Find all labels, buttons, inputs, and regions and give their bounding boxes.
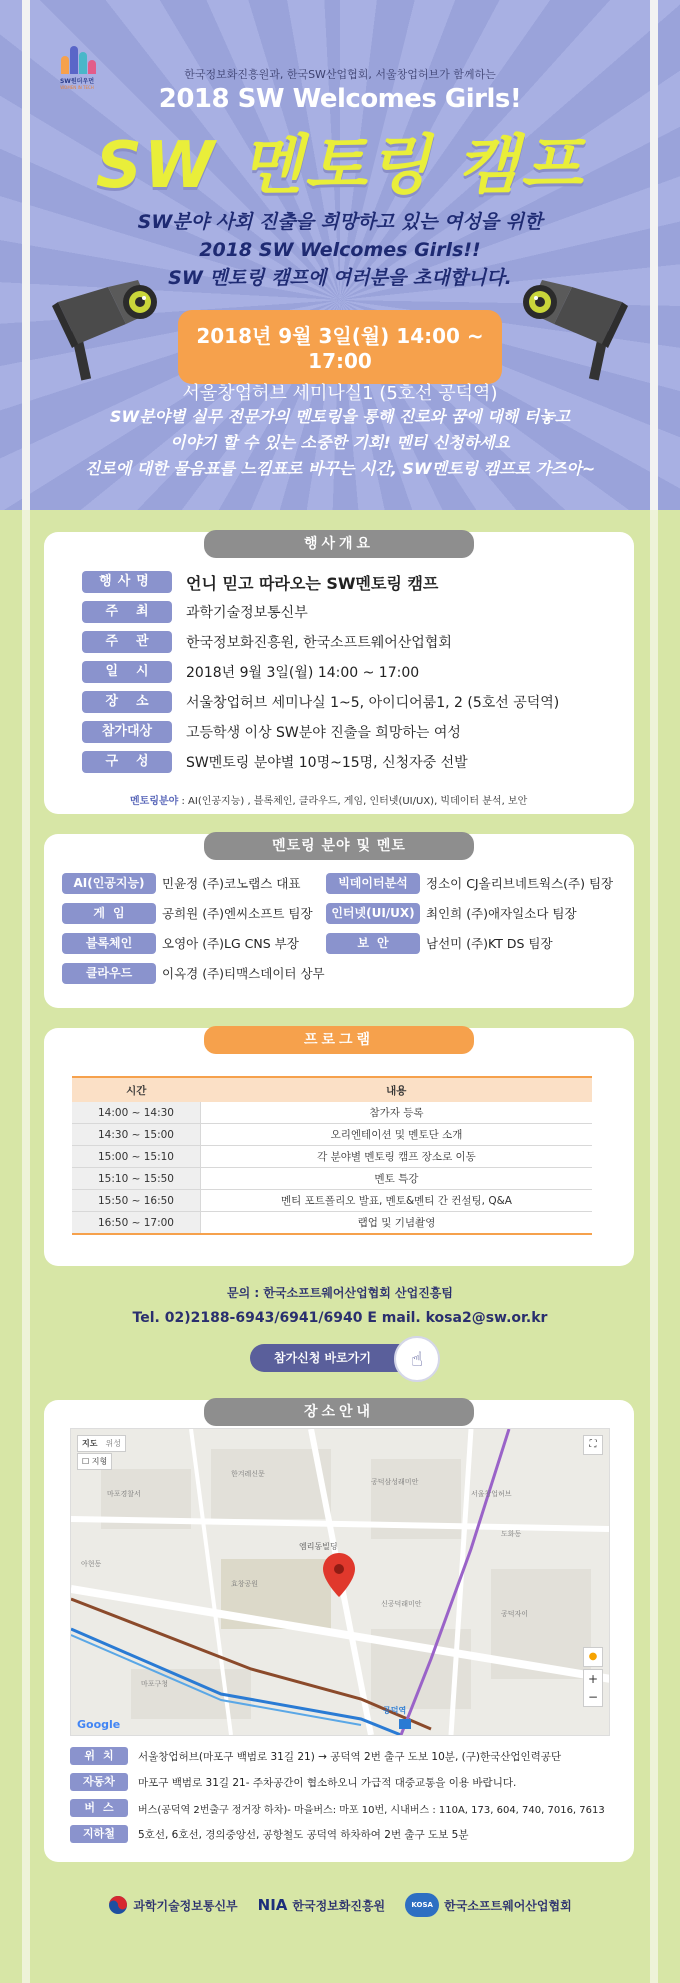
mentor-row: [62, 962, 325, 984]
frame-left-lower: [22, 510, 30, 1983]
mentor-name: 정소이 CJ올리브네트웍스(주) 팀장: [426, 876, 614, 891]
frame-right-lower: [650, 510, 658, 1983]
mentor-name: 공희원 (주)엔씨소프트 팀장: [162, 906, 313, 921]
overview-value: 서울창업허브 세미나실 1~5, 아이디어룸1, 2 (5호선 공덕역): [186, 695, 560, 711]
fullscreen-icon[interactable]: ⛶: [583, 1435, 603, 1455]
overview-row: [82, 630, 452, 654]
program-card: [44, 1028, 634, 1266]
movie-camera-left-icon: [48, 262, 168, 382]
mentor-row: [62, 902, 313, 924]
map-type-toggle[interactable]: [77, 1435, 126, 1452]
mentor-field-label: AI(인공지능): [62, 873, 156, 894]
location-value: 5호선, 6호선, 경의중앙선, 공항철도 공덕역 하차하여 2번 출구 도보 5분: [138, 1828, 469, 1841]
map-place-label: 공덕삼성래미안: [371, 1478, 419, 1486]
location-map[interactable]: [70, 1428, 610, 1736]
program-row: [72, 1212, 592, 1235]
program-row: [72, 1124, 592, 1146]
location-label: 지하철: [70, 1825, 128, 1843]
hero-title: 2018 SW Welcomes Girls!: [158, 84, 522, 114]
location-card: [44, 1400, 634, 1862]
program-content: 멘토 특강: [201, 1168, 593, 1190]
location-row: [70, 1798, 605, 1818]
event-date: 2018년 9월 3일(월) 14:00 ~ 17:00: [196, 324, 484, 373]
location-heading: 장소안내: [204, 1398, 474, 1426]
location-row: [70, 1824, 469, 1844]
map-terrain-checkbox[interactable]: [77, 1453, 112, 1470]
map-place-label: 효창공원: [231, 1580, 259, 1588]
mentor-name: 남선미 (주)KT DS 팀장: [426, 936, 553, 951]
mentor-row: [62, 932, 299, 954]
mentoring-field-note: [130, 792, 527, 807]
map-place-label: 아현동: [81, 1560, 102, 1568]
mentors-card: [44, 834, 634, 1008]
contact-org: 문의 : 한국소프트웨어산업협회 산업진흥팀: [227, 1286, 453, 1300]
mentor-row: [326, 902, 577, 924]
sponsor-kosa: [405, 1893, 572, 1917]
overview-label: 장소: [82, 691, 172, 713]
map-place-label: 도화동: [501, 1530, 522, 1538]
mentor-field-label: 클라우드: [62, 963, 156, 984]
mentor-name: 민윤정 (주)코노랩스 대표: [162, 876, 301, 891]
overview-row: [82, 750, 468, 774]
location-label: 버스: [70, 1799, 128, 1817]
desc-line: 진로에 대한 물음표를 느낌표로 바꾸는 시간, SW멘토링 캠프로 가즈아~: [84, 459, 596, 478]
map-terrain-label: 지형: [91, 1457, 108, 1466]
mentor-name: 오영아 (주)LG CNS 부장: [162, 936, 299, 951]
mentoring-field-value: : AI(인공지능) , 블록체인, 클라우드, 게임, 인터넷(UI/UX), 빅데이터 분석, 보안: [178, 796, 528, 807]
nia-logo-mark: NIA: [257, 1896, 288, 1914]
overview-heading: 행사개요: [204, 530, 474, 558]
overview-value: 과학기술정보통신부: [186, 605, 308, 621]
overview-row: [82, 720, 461, 744]
mentor-name: 이옥경 (주)티맥스데이터 상무: [162, 966, 325, 981]
overview-row: [82, 570, 438, 594]
program-content: 멘티 포트폴리오 발표, 멘토&멘티 간 컨설팅, Q&A: [201, 1190, 593, 1212]
overview-value: 고등학생 이상 SW분야 진출을 희망하는 여성: [186, 725, 461, 741]
apply-button-label: 참가신청 바로가기: [274, 1351, 371, 1365]
overview-label: 일시: [82, 661, 172, 683]
zoom-in-icon[interactable]: +: [587, 1672, 599, 1686]
program-time: 15:50 ~ 16:50: [72, 1190, 201, 1212]
map-type-map[interactable]: 지도: [82, 1439, 98, 1448]
location-value: 서울창업허브(마포구 백범로 31길 21) → 공덕역 2번 출구 도보 10분, (구)한국산업인력공단: [138, 1750, 562, 1763]
location-row: [70, 1772, 516, 1792]
program-row: [72, 1190, 592, 1212]
mentor-field-label: 빅데이터분석: [326, 873, 420, 894]
contact-phone-email: Tel. 02)2188-6943/6941/6940 E mail. kosa2@sw.or.kr: [132, 1310, 548, 1326]
program-content: 오리엔테이션 및 멘토단 소개: [201, 1124, 593, 1146]
hero-main-title: SW 멘토링 캠프: [95, 129, 585, 203]
zoom-out-icon[interactable]: −: [587, 1690, 599, 1704]
location-value: 버스(공덕역 2번출구 정거장 하차)- 마을버스: 마포 10번, 시내버스 : 110A, 173, 604, 740, 7016, 7613: [138, 1804, 605, 1816]
map-station-label: 공덕역: [383, 1706, 407, 1715]
map-place-label: 서울창업허브: [471, 1490, 512, 1498]
checkbox-icon: ☐: [82, 1457, 90, 1466]
map-type-satellite[interactable]: 위성: [105, 1439, 121, 1448]
location-row: [70, 1746, 561, 1766]
map-venue-label: 엠리동빌딩: [299, 1542, 338, 1551]
program-row: [72, 1168, 592, 1190]
location-label: 자동차: [70, 1773, 128, 1791]
program-time: 15:00 ~ 15:10: [72, 1146, 201, 1168]
location-value: 마포구 백범로 31길 21- 주차공간이 협소하오니 가급적 대중교통을 이용 바랍니다.: [138, 1776, 517, 1789]
logo-text: SW원더우먼: [59, 78, 95, 85]
overview-row: [82, 600, 308, 624]
program-row: [72, 1146, 592, 1168]
overview-row: [82, 660, 419, 684]
program-content: 참가자 등록: [201, 1102, 593, 1124]
overview-label: 주최: [82, 601, 172, 623]
pointer-hand-icon: ☝: [394, 1336, 440, 1382]
logo-subtext: WOMEN IN TECH: [60, 85, 94, 90]
overview-label: 구성: [82, 751, 172, 773]
invite-line: SW 멘토링 캠프에 여러분을 초대합니다.: [168, 267, 512, 289]
sponsor-msit-name: 과학기술정보통신부: [133, 1898, 238, 1913]
map-place-label: 공덕자이: [501, 1610, 529, 1618]
mentor-row: [62, 872, 300, 894]
program-content: 랩업 및 기념촬영: [201, 1212, 593, 1235]
mentor-field-label: 블록체인: [62, 933, 156, 954]
map-place-label: 마포경찰서: [107, 1490, 141, 1498]
overview-row: [82, 690, 559, 714]
overview-label: 참가대상: [82, 721, 172, 743]
overview-value: 언니 믿고 따라오는 SW멘토링 캠프: [186, 573, 439, 593]
program-header-row: [72, 1077, 592, 1102]
overview-card: [44, 532, 634, 814]
program-content: 각 분야별 멘토링 캠프 장소로 이동: [201, 1146, 593, 1168]
sponsor-footer: [0, 1890, 680, 1920]
map-place-label: 신공덕래미안: [381, 1600, 422, 1608]
taegeuk-icon: [108, 1895, 128, 1915]
apply-button[interactable]: [250, 1344, 436, 1372]
movie-camera-right-icon: [512, 262, 632, 382]
contact-info: [0, 1284, 680, 1326]
mentor-name: 최인희 (주)애자일소다 팀장: [426, 906, 577, 921]
program-time: 14:00 ~ 14:30: [72, 1102, 201, 1124]
sponsor-nia: [258, 1896, 386, 1914]
zoom-controls: [583, 1669, 603, 1707]
program-row: [72, 1102, 592, 1124]
program-heading: 프로그램: [204, 1026, 474, 1054]
sponsor-kosa-name: 한국소프트웨어산업협회: [444, 1898, 572, 1913]
mentor-row: [326, 932, 553, 954]
program-time: 16:50 ~ 17:00: [72, 1212, 201, 1235]
google-logo: Google: [77, 1718, 121, 1731]
map-place-label: 마포구청: [141, 1680, 169, 1688]
mentor-field-label: 보안: [326, 933, 420, 954]
street-view-pegman-icon[interactable]: ●: [583, 1647, 603, 1667]
kosa-logo-mark: KOSA: [405, 1893, 439, 1917]
subway-station-icon: [399, 1719, 411, 1729]
mentoring-field-label: 멘토링분야: [130, 796, 179, 807]
overview-value: SW멘토링 분야별 10명~15명, 신청자중 선발: [186, 755, 468, 771]
event-date-box: [178, 310, 502, 404]
invite-line: 2018 SW Welcomes Girls!!: [199, 239, 481, 261]
program-time: 14:30 ~ 15:00: [72, 1124, 201, 1146]
overview-value: 한국정보화진흥원, 한국소프트웨어산업협회: [186, 635, 452, 651]
hero-subtitle: 한국정보화진흥원과, 한국SW산업협회, 서울창업허브가 함께하는: [184, 68, 496, 81]
program-table: [72, 1076, 592, 1235]
map-place-label: 한겨레신문: [231, 1470, 265, 1478]
program-col-content: 내용: [201, 1077, 593, 1102]
program-time: 15:10 ~ 15:50: [72, 1168, 201, 1190]
map-canvas: [71, 1429, 609, 1735]
program-col-time: 시간: [72, 1077, 201, 1102]
hero-description: [0, 404, 680, 482]
mentor-field-label: 게임: [62, 903, 156, 924]
event-place: 서울창업허브 세미나실1 (5호선 공덕역): [182, 383, 498, 404]
location-label: 위치: [70, 1747, 128, 1765]
hero-banner: [0, 0, 680, 510]
overview-value: 2018년 9월 3일(월) 14:00 ~ 17:00: [186, 665, 420, 681]
desc-line: SW분야별 실무 전문가의 멘토링을 통해 진로와 꿈에 대해 터놓고: [109, 407, 571, 426]
mentor-row: [326, 872, 613, 894]
overview-label: 주관: [82, 631, 172, 653]
mentors-heading: 멘토링 분야 및 멘토: [204, 832, 474, 860]
sponsor-nia-name: 한국정보화진흥원: [292, 1898, 386, 1913]
mentor-field-label: 인터넷(UI/UX): [326, 903, 420, 924]
overview-label: 행사명: [82, 571, 172, 593]
invite-line: SW분야 사회 진출을 희망하고 있는 여성을 위한: [137, 211, 543, 233]
desc-line: 이야기 할 수 있는 소중한 기회! 멘티 신청하세요: [170, 433, 510, 452]
sponsor-msit: [108, 1895, 237, 1915]
